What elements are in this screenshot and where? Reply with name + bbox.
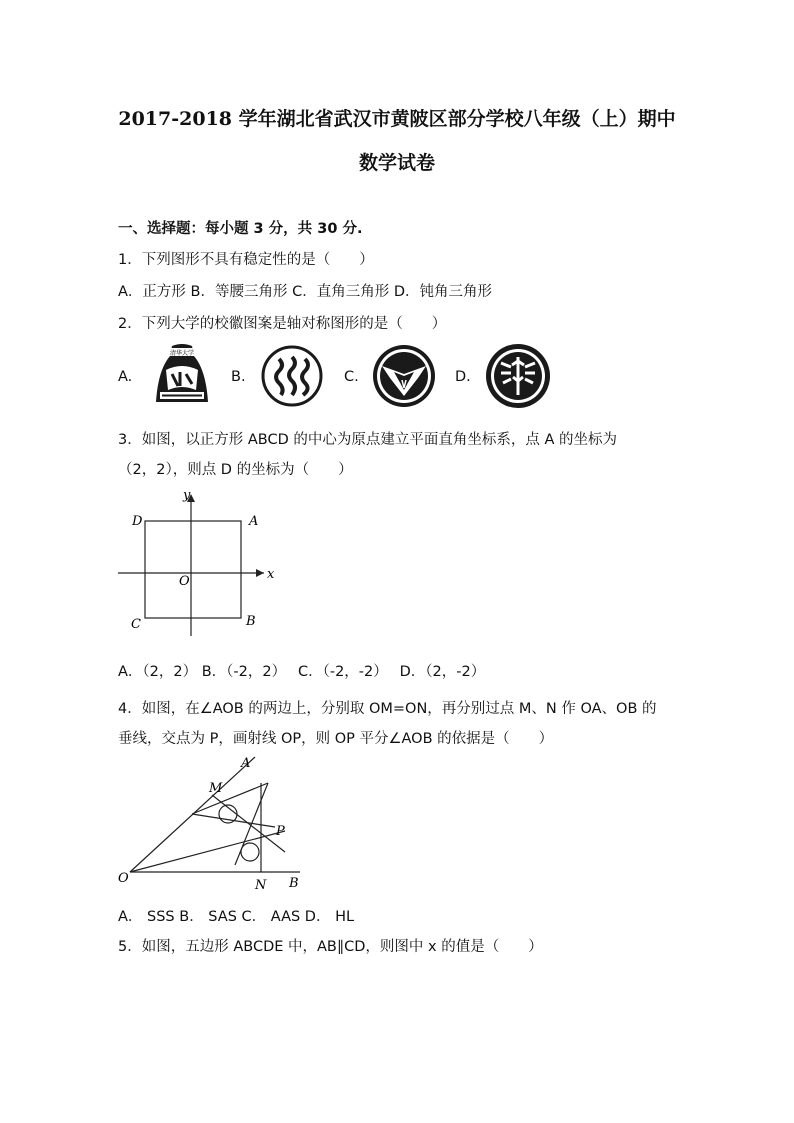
triangle-side-2 xyxy=(235,783,268,865)
question-3-stem-line2: （2，2），则点 D 的坐标为（ ） xyxy=(118,462,353,478)
square-abcd xyxy=(145,521,241,618)
section-heading: 一、选择题：每小题 3 分，共 30 分. xyxy=(118,221,363,237)
emblem-d-image xyxy=(485,343,551,409)
label-y: y xyxy=(183,488,191,503)
question-4-stem-line2: 垂线，交点为 P，画射线 OP，则 OP 平分∠AOB 的依据是（ ） xyxy=(118,731,554,747)
ray-op xyxy=(130,831,285,872)
question-2-option-b-label: B. xyxy=(231,369,246,385)
question-1-stem: 1．下列图形不具有稳定性的是（ ） xyxy=(118,252,374,268)
question-1-options: A．正方形 B．等腰三角形 C．直角三角形 D．钝角三角形 xyxy=(118,284,492,300)
circle-lower xyxy=(241,843,259,861)
label-b: B xyxy=(246,614,256,629)
question-4-figure xyxy=(115,755,310,899)
question-2-option-c-label: C. xyxy=(344,369,359,385)
label-b: B xyxy=(289,876,299,891)
question-2-option-a-label: A. xyxy=(118,369,133,385)
label-p: P xyxy=(276,824,285,839)
label-n: N xyxy=(255,878,267,893)
label-o: O xyxy=(118,871,129,886)
tsinghua-emblem-image xyxy=(150,340,214,408)
label-x: x xyxy=(267,567,275,582)
emblem-b-image xyxy=(261,345,323,407)
question-3-stem-line1: 3．如图，以正方形 ABCD 的中心为原点建立平面直角坐标系，点 A 的坐标为 xyxy=(118,432,617,448)
question-5-stem: 5．如图，五边形 ABCDE 中，AB∥CD，则图中 x 的值是（ ） xyxy=(118,939,543,955)
question-3-figure xyxy=(118,488,283,640)
label-m: M xyxy=(209,781,223,796)
question-2-stem: 2．下列大学的校徽图案是轴对称图形的是（ ） xyxy=(118,316,447,332)
question-3-options: A．（2，2） B．（-2，2） C．（-2，-2） D．（2，-2） xyxy=(118,664,486,680)
emblem-c-image xyxy=(372,344,436,408)
emblem-a-text: 清华大学 xyxy=(169,350,195,357)
question-4-options: A． SSS B． SAS C． AAS D． HL xyxy=(118,909,355,925)
page-title-line1: 2017-2018 学年湖北省武汉市黄陂区部分学校八年级（上）期中 xyxy=(118,108,676,130)
label-a: A xyxy=(241,756,251,771)
label-c: C xyxy=(131,617,141,632)
label-o: O xyxy=(179,574,190,589)
page-title-line2: 数学试卷 xyxy=(358,152,435,174)
question-4-stem-line1: 4．如图，在∠AOB 的两边上，分别取 OM=ON，再分别过点 M、N 作 OA、OB 的 xyxy=(118,701,657,717)
x-axis-arrow-icon xyxy=(256,569,264,577)
question-2-option-d-label: D. xyxy=(455,369,471,385)
label-d: D xyxy=(132,514,143,529)
label-a: A xyxy=(249,514,259,529)
